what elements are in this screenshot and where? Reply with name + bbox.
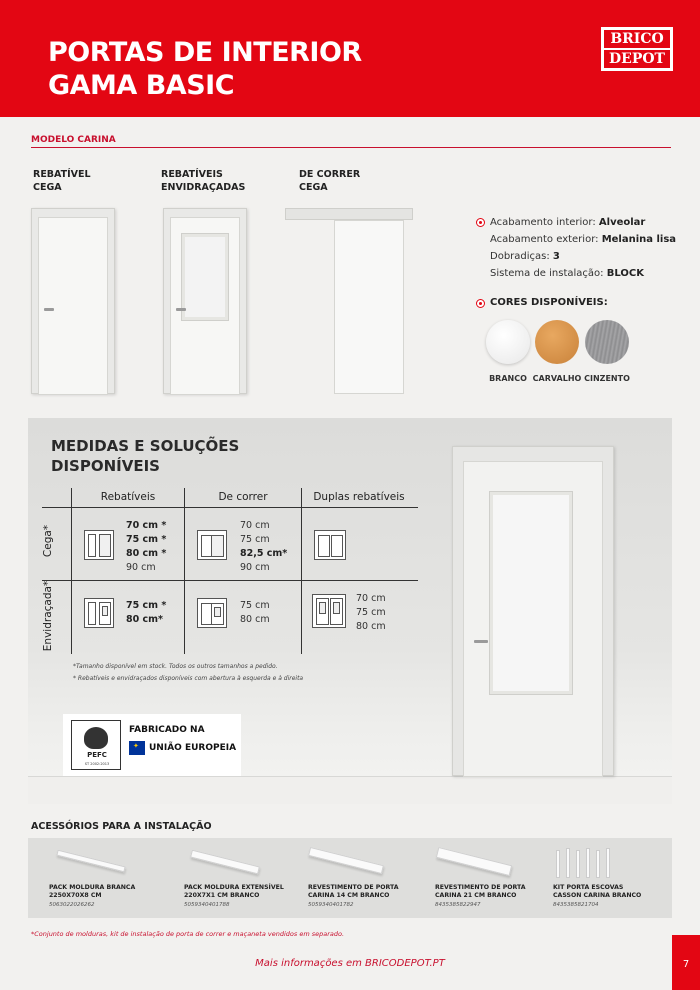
- swatch-cinzento[interactable]: [585, 320, 629, 364]
- model-label: MODELO CARINA: [31, 135, 116, 145]
- made-in-line-1: FABRICADO NA: [129, 725, 205, 735]
- swatch-branco[interactable]: [486, 320, 530, 364]
- size-value: 82,5 cm*: [240, 548, 288, 559]
- table-col-line: [301, 488, 302, 654]
- swatch-label-branco: BRANCO: [489, 374, 527, 383]
- swatch-carvalho[interactable]: [535, 320, 579, 364]
- page-title: [48, 36, 362, 102]
- sliding-rail: [285, 208, 413, 220]
- double-door-icon: [314, 530, 346, 560]
- size-value: 75 cm *: [126, 534, 167, 545]
- col-de-correr: De correr: [218, 491, 268, 503]
- size-value: 90 cm: [240, 562, 270, 573]
- accessory-name: [184, 884, 284, 900]
- size-value: 80 cm*: [126, 614, 164, 625]
- size-value: 70 cm: [356, 593, 386, 604]
- bullet-icon: [476, 218, 485, 227]
- accessory-code: 8435385821704: [553, 902, 599, 908]
- glass-panel: [182, 234, 228, 320]
- colors-title: CORES DISPONÍVEIS:: [490, 297, 608, 308]
- size-value: 75 cm: [356, 607, 386, 618]
- pefc-sub: ST 2002:2013: [84, 762, 110, 766]
- caption-line-2: ENVIDRAÇADAS: [161, 182, 246, 193]
- spec-label: Acabamento interior:: [490, 217, 599, 228]
- accessories-title: ACESSÓRIOS PARA A INSTALAÇÃO: [31, 821, 212, 832]
- spec-interior: [490, 214, 676, 231]
- accessory-line-2: CARINA 14 CM BRANCO: [308, 892, 390, 899]
- accessory-code: 5059340401782: [308, 902, 354, 908]
- door-caption-correr: [299, 168, 360, 194]
- accessory-line-1: KIT PORTA ESCOVAS: [553, 884, 624, 891]
- handle-icon: [44, 308, 54, 311]
- caption-line-1: REBATÍVEL: [33, 169, 91, 180]
- spec-label: Dobradiças:: [490, 251, 553, 262]
- glass-panel: [490, 492, 572, 694]
- size-value: 80 cm: [240, 614, 270, 625]
- size-value: 75 cm: [240, 600, 270, 611]
- handle-icon: [176, 308, 186, 311]
- certification-badge: [63, 714, 241, 776]
- door-image-rebativel: [31, 208, 115, 394]
- sizes-cega-correr: [240, 519, 287, 575]
- pefc-tree-icon: [84, 727, 108, 749]
- medidas-title-line-1: MEDIDAS E SOLUÇÕES: [51, 437, 240, 455]
- spec-label: Acabamento exterior:: [490, 234, 602, 245]
- eu-flag-icon: [129, 741, 145, 755]
- title-line-2: GAMA BASIC: [48, 70, 235, 101]
- accessory-line-1: REVESTIMENTO DE PORTA: [435, 884, 526, 891]
- size-value: 75 cm: [240, 534, 270, 545]
- accessory-line-1: REVESTIMENTO DE PORTA: [308, 884, 399, 891]
- accessory-code: 5063022026262: [49, 902, 95, 908]
- door-caption-rebativel: [33, 168, 91, 194]
- sliding-door-icon: [197, 530, 227, 560]
- col-duplas: Duplas rebatíveis: [313, 491, 405, 503]
- bullet-icon: [476, 299, 485, 308]
- size-value: 80 cm: [356, 621, 386, 632]
- accessory-line-2: CARINA 21 CM BRANCO: [435, 892, 517, 899]
- table-row-line: [42, 580, 418, 581]
- pefc-badge: [71, 720, 121, 770]
- spec-list: [490, 214, 676, 282]
- size-value: 75 cm *: [126, 600, 167, 611]
- room-door-frame: [452, 446, 614, 776]
- page-number: 7: [672, 935, 700, 990]
- size-value: 80 cm *: [126, 548, 167, 559]
- spec-value: BLOCK: [606, 268, 644, 279]
- door-caption-envidracadas: [161, 168, 245, 194]
- footnote: *Conjunto de molduras, kit de instalação de porta de correr e maçaneta vendidos em separado.: [31, 930, 345, 938]
- swatch-label-cinzento: CINZENTO: [584, 374, 630, 383]
- brico-depot-logo[interactable]: [601, 27, 673, 71]
- door-image-envidracada: [163, 208, 247, 394]
- accessory-name: [553, 884, 641, 900]
- spec-value: Alveolar: [598, 217, 646, 228]
- moldura-extensivel-image: [190, 850, 260, 875]
- accessory-name: [308, 884, 399, 900]
- table-col-line: [71, 488, 72, 654]
- glazed-sliding-door-icon: [197, 598, 227, 628]
- spec-exterior: [490, 231, 676, 248]
- logo-line-2: DEPOT: [604, 49, 670, 68]
- glazed-double-door-icon: [312, 594, 346, 628]
- room-door-leaf: [463, 461, 603, 777]
- medidas-title-line-2: DISPONÍVEIS: [51, 457, 160, 475]
- accessory-code: 5059340401788: [184, 902, 230, 908]
- col-rebativeis: Rebatíveis: [100, 491, 156, 503]
- spec-dobradicas: [490, 248, 676, 265]
- spec-value: Melanina lisa: [601, 234, 677, 245]
- size-value: 70 cm: [240, 520, 270, 531]
- caption-line-1: DE CORRER: [299, 169, 361, 180]
- page-header: [0, 0, 700, 117]
- sizes-env-correr: [240, 599, 270, 627]
- row-cega: Cega*: [42, 524, 54, 558]
- size-value: 70 cm *: [126, 520, 167, 531]
- pefc-label: PEFC: [87, 751, 107, 759]
- caption-line-2: CEGA: [299, 182, 328, 193]
- caption-line-1: REBATÍVEIS: [161, 169, 223, 180]
- spec-instalacao: [490, 265, 676, 282]
- caption-line-2: CEGA: [33, 182, 62, 193]
- spec-label: Sistema de instalação:: [490, 268, 607, 279]
- door-image-correr: [334, 220, 404, 394]
- swatch-label-carvalho: CARVALHO: [532, 374, 582, 383]
- size-value: 90 cm: [126, 562, 156, 573]
- accessory-line-1: PACK MOLDURA BRANCA: [49, 884, 136, 891]
- kit-escovas-image: [552, 846, 622, 880]
- medidas-panel: [28, 418, 672, 804]
- made-in-line-2: UNIÃO EUROPEIA: [149, 743, 237, 753]
- sizes-cega-rebativeis: [126, 519, 166, 575]
- glazed-door-open-icon: [84, 598, 114, 628]
- title-line-1: PORTAS DE INTERIOR: [48, 37, 362, 68]
- accessory-line-2: CASSON CARINA BRANCO: [553, 892, 642, 899]
- table-col-line: [184, 488, 185, 654]
- revestimento-21-image: [436, 847, 512, 876]
- table-header-line: [42, 507, 418, 508]
- note-stock: *Tamanho disponível em stock. Todos os outros tamanhos a pedido.: [73, 663, 278, 670]
- spec-value: 3: [552, 251, 560, 262]
- accessory-name: [435, 884, 526, 900]
- medidas-title: [51, 436, 239, 476]
- accessories-band: [28, 838, 672, 918]
- row-envidracada: Envidraçada*: [42, 580, 54, 652]
- accessory-line-2: 2250X70X8 CM: [49, 892, 102, 899]
- model-divider: [31, 147, 671, 148]
- accessory-line-2: 220X7X1 CM BRANCO: [184, 892, 260, 899]
- accessory-line-1: PACK MOLDURA EXTENSÍVEL: [184, 884, 284, 891]
- note-abertura: * Rebatíveis e envidraçados disponíveis com abertura à esquerda e à direita: [73, 675, 304, 682]
- moldura-image: [56, 850, 125, 873]
- handle-icon: [474, 640, 488, 643]
- accessory-code: 8435385822947: [435, 902, 481, 908]
- door-open-icon: [84, 530, 114, 560]
- door-leaf: [38, 217, 108, 395]
- sizes-env-rebativeis: [126, 599, 166, 627]
- revestimento-14-image: [308, 847, 384, 874]
- logo-line-1: BRICO: [604, 30, 670, 48]
- sizes-env-duplas: [356, 592, 386, 634]
- door-leaf: [170, 217, 240, 395]
- accessory-name: [49, 884, 135, 900]
- more-info-link[interactable]: Mais informações em BRICODEPOT.PT: [255, 958, 445, 969]
- floor: [28, 776, 672, 804]
